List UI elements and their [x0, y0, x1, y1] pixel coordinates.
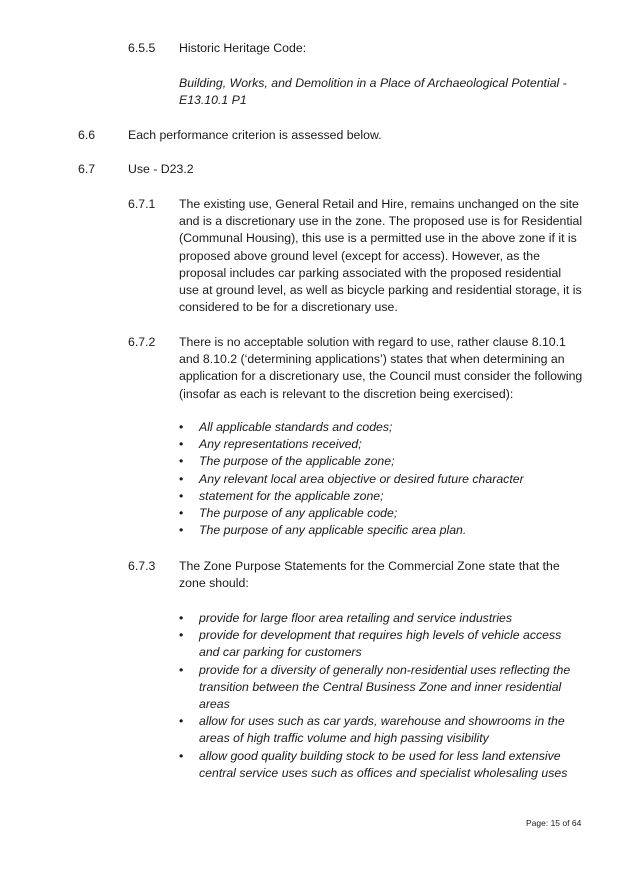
- section-6-7-1-text: The existing use, General Retail and Hire, remains unchanged on the site and is a discretionary use in the zone. The proposed use is for Residential (Communal Housing), this use is a permitted use in the above zone if it is proposed above ground level (except for access). However, as the proposal includes car parking associated with the proposed residential use at ground level, as well as bicycle parking and residential storage, it is considered to be for a discretionary use.: [179, 197, 583, 315]
- list-item: • allow for uses such as car yards, warehouse and showrooms in the areas of high traffic volume and high passing visibility: [179, 713, 583, 747]
- list-item: • The purpose of the applicable zone;: [179, 453, 589, 470]
- page-number-footer: Page: 15 of 64: [526, 818, 582, 828]
- section-6-7-2-number: 6.7.2: [128, 335, 156, 349]
- section-6-6-number: 6.6: [78, 128, 96, 142]
- section-6-7-2-text: There is no acceptable solution with regard to use, rather clause 8.10.1 and 8.10.2 (‘determining applications’) states that when determining an application for a discretionary use, the Council must consider the following (insofar as each is relevant to the discretion being exercised):: [179, 335, 583, 401]
- section-6-5-5-detail: Building, Works, and Demolition in a Place of Archaeological Potential - E13.10.1 P1: [179, 76, 567, 108]
- list-item: • allow good quality building stock to be used for less land extensive central service uses such as offices and specialist wholesaling uses: [179, 748, 583, 782]
- section-6-7-1-number: 6.7.1: [128, 197, 156, 211]
- list-item: • statement for the applicable zone;: [179, 488, 589, 505]
- section-6-5-5-heading: Historic Heritage Code:: [179, 41, 307, 55]
- list-item: • provide for development that requires high levels of vehicle access and car parking for customers: [179, 627, 583, 661]
- list-item: • The purpose of any applicable code;: [179, 505, 589, 522]
- section-6-7-2-bullet-list: [179, 419, 589, 539]
- list-item: • Any representations received;: [179, 436, 589, 453]
- section-6-7-number: 6.7: [78, 162, 96, 176]
- section-6-5-5-number: 6.5.5: [128, 41, 156, 55]
- list-item: • provide for a diversity of generally non-residential uses reflecting the transition between the Central Business Zone and inner residential areas: [179, 662, 583, 714]
- list-item: • provide for large floor area retailing and service industries: [179, 610, 583, 627]
- section-6-6-text: Each performance criterion is assessed below.: [128, 128, 382, 142]
- section-6-7-3-number: 6.7.3: [128, 559, 156, 573]
- list-item: • The purpose of any applicable specific area plan.: [179, 522, 589, 539]
- section-6-7-3-bullet-list: [179, 610, 583, 782]
- section-6-7-3-text: The Zone Purpose Statements for the Commercial Zone state that the zone should:: [179, 559, 560, 591]
- section-6-7-heading: Use - D23.2: [128, 162, 194, 176]
- list-item: • Any relevant local area objective or desired future character: [179, 471, 589, 488]
- list-item: • All applicable standards and codes;: [179, 419, 589, 436]
